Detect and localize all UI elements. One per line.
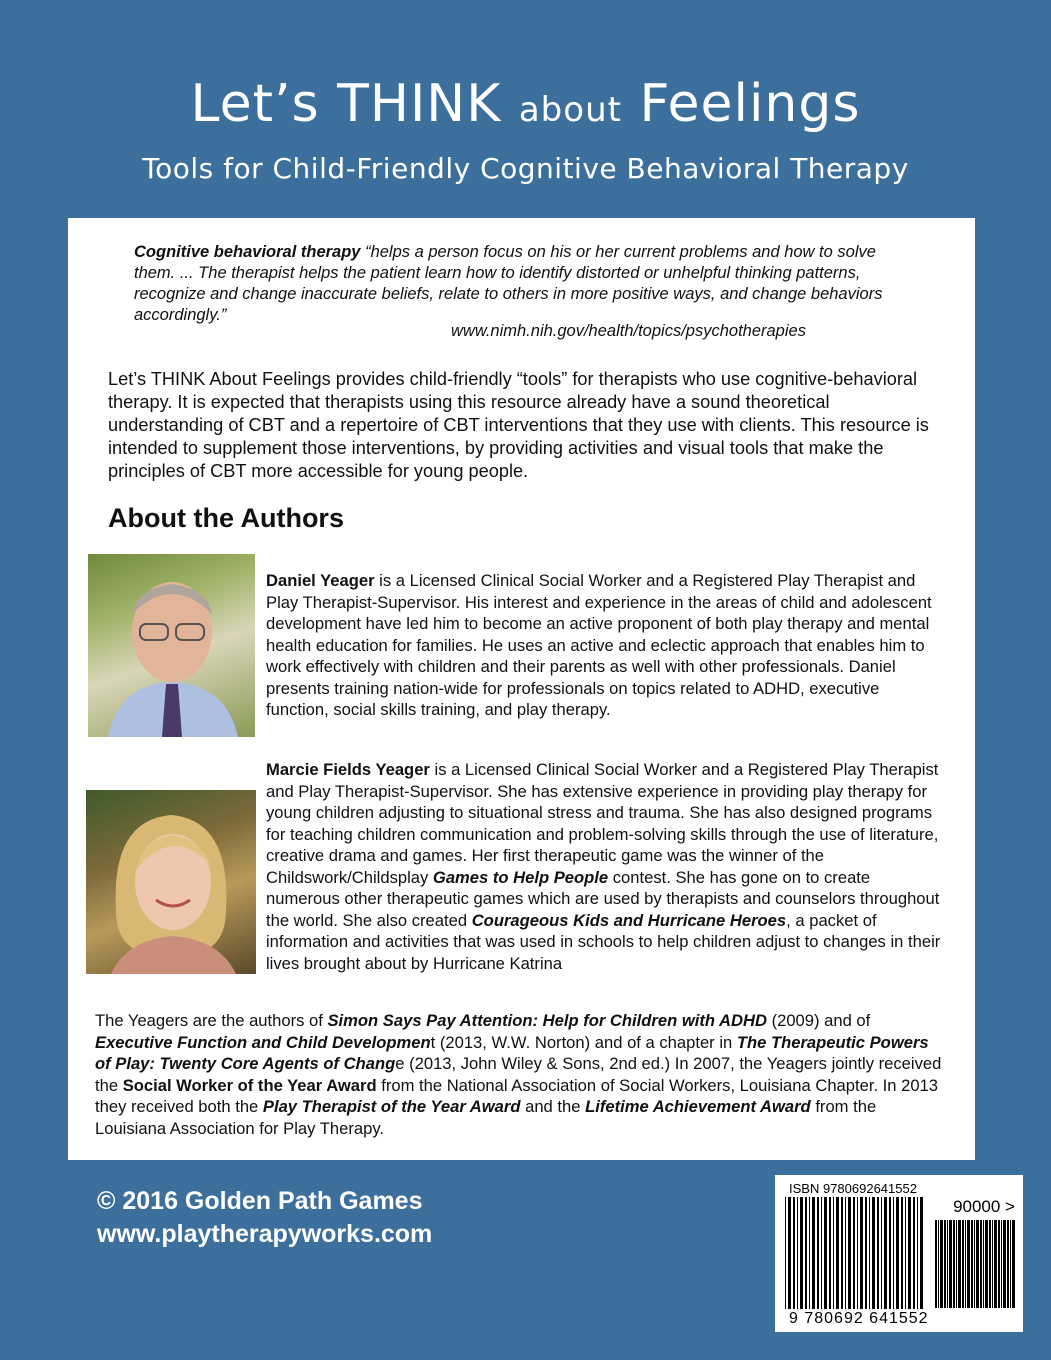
barcode-bar — [848, 1197, 851, 1309]
content-panel — [68, 218, 975, 1160]
barcode-bar — [985, 1220, 988, 1308]
barcode-bar — [877, 1197, 879, 1309]
barcode-bar — [812, 1197, 815, 1309]
book-executive-function: Executive Function and Child Developmen — [95, 1032, 431, 1052]
barcode-bar — [797, 1197, 798, 1309]
isbn-label: ISBN 9780692641552 — [789, 1181, 917, 1196]
barcode-bar — [953, 1220, 955, 1308]
closing-t1: The Yeagers are the authors of — [95, 1011, 328, 1030]
quote-text: “helps a person focus on his or her current problems and how to solve them. ... The therapist helps the patient learn how to identify distorted or unhelpful thinking patterns, recognize and change inaccurate beliefs, relate to others in more positive ways, and change behaviors accordingly.” — [134, 243, 883, 324]
barcode-bar — [893, 1197, 894, 1309]
price-code: 90000 > — [953, 1197, 1015, 1216]
website-url[interactable]: www.playtherapyworks.com — [97, 1220, 433, 1248]
marcie-game-title: Games to Help People — [432, 867, 609, 887]
barcode-bar — [841, 1197, 843, 1309]
intro-paragraph: Let’s THINK About Feelings provides child-friendly “tools” for therapists who use cognitive-behavioral therapy. It is expected that therapists using this resource already have a sound theoretical understanding of CBT and a repertoire of CBT interventions that they use with clients. This resource is intended to supplement those interventions, by providing activities and visual tools that make the principles of CBT more accessible for young people. — [108, 369, 929, 481]
barcode-bar — [938, 1220, 939, 1308]
barcode-bar — [824, 1197, 827, 1309]
barcode-bar — [989, 1220, 991, 1308]
quote-term: Cognitive behavioral therapy — [134, 243, 361, 261]
barcode-bar — [971, 1220, 973, 1308]
quote-source: www.nimh.nih.gov/health/topics/psychotherapies — [451, 322, 806, 340]
barcode-bar — [908, 1197, 911, 1309]
barcode-bar — [809, 1197, 810, 1309]
barcode-bar — [994, 1220, 997, 1308]
daniel-bio — [266, 570, 946, 721]
barcode-bar — [1003, 1220, 1006, 1308]
marcie-text-c: , a packet of information and activities that was used in schools to help children adjust to changes in their lives brought about by Hurricane Katrina — [266, 910, 941, 973]
barcode-bar — [976, 1220, 979, 1308]
barcode-bar — [949, 1220, 952, 1308]
daniel-text: is a Licensed Clinical Social Worker and a Registered Play Therapist and Play Therapist-Supervisor. His interest and experience in the areas of child and adolescent development have led him to become an active proponent of both play therapy and mental health education for families. He uses an active and eclectic approach that enables him to work effectively with children and their parents as well with other professionals. Daniel presents training nation-wide for professionals on topics related to ADHD, executive function, social skills training, and play therapy. — [266, 571, 932, 719]
barcode-bar — [793, 1197, 795, 1309]
barcode-bar — [940, 1220, 943, 1308]
isbn-digits: 9 780692 641552 — [789, 1310, 929, 1327]
isbn-barcode — [775, 1175, 1023, 1332]
award-play-therapist: Play Therapist of the Year Award — [262, 1097, 521, 1116]
barcode-bar — [829, 1197, 831, 1309]
barcode-bar — [956, 1220, 957, 1308]
barcode-bar — [788, 1197, 791, 1309]
barcode-bar — [992, 1220, 993, 1308]
barcode-bar — [920, 1197, 923, 1309]
barcode-bar — [805, 1197, 807, 1309]
barcode-bar — [962, 1220, 964, 1308]
barcode-bar — [974, 1220, 975, 1308]
award-social-worker: Social Worker of the Year Award — [122, 1075, 377, 1095]
marcie-name: Marcie Fields Yeager — [266, 760, 430, 779]
barcode-bar — [980, 1220, 982, 1308]
closing-t5: from the National Association of Social Workers, Louisiana Chapter. In 2013 they received both the — [95, 1075, 939, 1116]
price-barcode-bars — [935, 1220, 1015, 1308]
barcode-bar — [860, 1197, 863, 1309]
closing-paragraph — [95, 1010, 947, 1139]
barcode-bar — [1010, 1220, 1011, 1308]
daniel-name: Daniel Yeager — [266, 571, 375, 590]
barcode-bar — [845, 1197, 846, 1309]
authors-heading: About the Authors — [108, 503, 344, 533]
closing-t2: (2009) and of — [766, 1011, 871, 1030]
barcode-bar — [983, 1220, 984, 1308]
main-barcode-bars — [785, 1197, 925, 1309]
barcode-bar — [836, 1197, 839, 1309]
barcode-bar — [869, 1197, 870, 1309]
barcode-bar — [913, 1197, 915, 1309]
barcode-bar — [965, 1220, 966, 1308]
book-therapeutic-powers: The Therapeutic Powers of Play: Twenty Core Agents of Chang — [95, 1032, 929, 1073]
barcode-bar — [958, 1220, 961, 1308]
barcode-bar — [884, 1197, 887, 1309]
closing-t7: from the Louisiana Association for Play Therapy. — [95, 1097, 877, 1138]
barcode-bar — [1007, 1220, 1009, 1308]
marcie-bio — [266, 759, 946, 974]
barcode-bar — [1012, 1220, 1015, 1308]
barcode-bar — [944, 1220, 946, 1308]
marcie-photo — [86, 790, 256, 974]
barcode-bar — [800, 1197, 803, 1309]
barcode-bar — [947, 1220, 948, 1308]
barcode-bar — [905, 1197, 906, 1309]
barcode-bar — [917, 1197, 918, 1309]
barcode-bar — [833, 1197, 834, 1309]
daniel-photo — [88, 554, 255, 737]
title-part-small: about — [518, 90, 622, 130]
book-title — [0, 74, 1051, 134]
closing-t4: e (2013, John Wiley & Sons, 2nd ed.) In 2007, the Yeagers jointly received the — [95, 1054, 942, 1095]
barcode-bar — [821, 1197, 822, 1309]
title-part-b: Feelings — [621, 74, 861, 134]
barcode-bar — [817, 1197, 819, 1309]
book-simon-says: Simon Says Pay Attention: Help for Children with ADHD — [327, 1011, 767, 1030]
closing-t6: and the — [520, 1097, 586, 1116]
marcie-text-b: contest. She has gone on to create numerous other therapeutic games which are used by therapists and counselors throughout the world. She also created — [266, 867, 940, 930]
barcode-bar — [881, 1197, 882, 1309]
closing-t3: t (2013, W.W. Norton) and of a chapter in — [430, 1032, 737, 1052]
award-lifetime: Lifetime Achievement Award — [585, 1097, 811, 1116]
marcie-packet-title: Courageous Kids and Hurricane Heroes — [471, 910, 787, 930]
barcode-bar — [853, 1197, 855, 1309]
barcode-bar — [935, 1220, 937, 1308]
barcode-bar — [967, 1220, 970, 1308]
barcode-bar — [1001, 1220, 1002, 1308]
barcode-bar — [785, 1197, 786, 1309]
barcode-bar — [865, 1197, 867, 1309]
cbt-quote — [134, 242, 894, 326]
marcie-text-a: is a Licensed Clinical Social Worker and a Registered Play Therapist and Play Therapist-Supervisor. She has extensive experience in providing play therapy for young children adjusting to situational stress and trauma. She has also designed programs for teaching children communication and problem-solving skills through the use of literature, creative drama and games. Her first therapeutic game was the winner of the Childswork/Childsplay — [266, 760, 939, 887]
title-part-a: Let’s THINK — [190, 74, 519, 134]
barcode-bar — [901, 1197, 903, 1309]
barcode-bar — [998, 1220, 1000, 1308]
barcode-bar — [857, 1197, 858, 1309]
barcode-bar — [872, 1197, 875, 1309]
copyright: © 2016 Golden Path Games — [97, 1187, 423, 1215]
book-subtitle: Tools for Child-Friendly Cognitive Behavioral Therapy — [142, 152, 909, 185]
barcode-bar — [896, 1197, 899, 1309]
barcode-bar — [889, 1197, 891, 1309]
